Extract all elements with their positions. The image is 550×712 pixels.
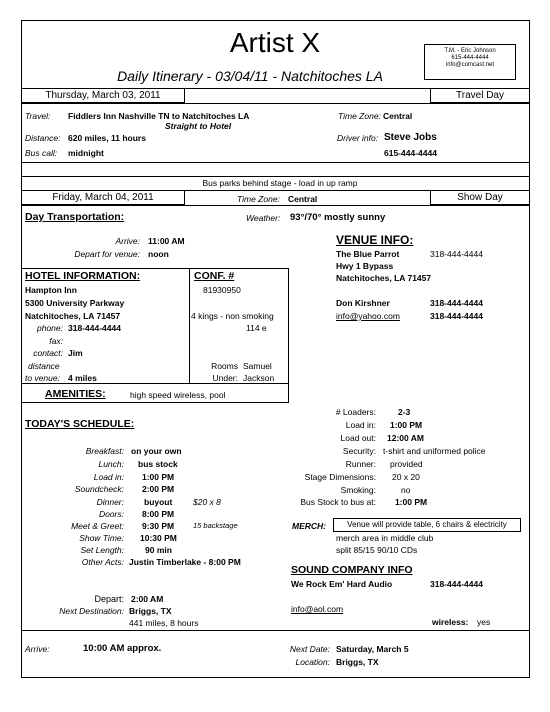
setlength-label: Set Length: [80,545,124,555]
itinerary-subtitle: Daily Itinerary - 03/04/11 - Natchitoches LA [117,68,383,84]
sched-loadin-value: 1:00 PM [142,472,175,482]
loadout-label: Load out: [340,433,376,443]
amenities-label: AMENITIES: [45,388,106,400]
lunch-value: bus stock [138,459,178,469]
buscall-label: Bus call: [25,148,58,158]
dinner-value: buyout [144,497,173,507]
depart-value: 2:00 AM [131,594,164,604]
hotel-fax-label: fax: [49,336,63,346]
hotel-distance: 4 miles [68,373,97,383]
nextdate-value: Saturday, March 5 [336,644,409,654]
smoking-value: no [401,485,411,495]
lunch-label: Lunch: [98,459,124,469]
day-transport-title: Day Transportation: [25,211,125,223]
breakfast-value: on your own [131,446,182,456]
weather-label: Weather: [246,213,281,223]
meet-value: 9:30 PM [142,521,175,531]
arrive-label: Arrive: [115,236,140,246]
travel-label: Travel: [25,111,51,121]
under-name: Jackson [243,373,275,383]
tm-email: info@comcast.net [445,62,495,68]
smoking-label: Smoking: [340,485,376,495]
depart-label: Depart: [94,594,124,604]
show-timezone-label: Time Zone: [237,194,280,204]
driver-phone: 615-444-4444 [384,148,437,158]
loaders-label: # Loaders: [335,407,376,417]
tm-name: T.M. - Eric Johnson [444,48,496,54]
showtime-value: 10:30 PM [140,533,177,543]
hotel-city: Natchitoches, LA 71457 [25,311,121,321]
nextdest-value: Briggs, TX [129,606,172,616]
nextdate-label: Next Date: [289,644,330,654]
weather-value: 93°/70° mostly sunny [290,212,386,223]
show-date: Friday, March 04, 2011 [52,192,154,203]
runner-label: Runner: [345,459,376,469]
merch-line-1: Venue will provide table, 6 chairs & electricity [347,520,507,529]
sound-email[interactable]: info@aol.com [291,604,344,614]
merch-box [333,518,521,532]
show-day-box [430,190,530,205]
venue-email[interactable]: info@yahoo.com [336,311,400,321]
hotel-distance-label-1: distance [28,361,60,371]
hotel-phone: 318-444-4444 [68,323,121,333]
show-timezone-value: Central [288,194,318,204]
dinner-note: $20 x 8 [193,497,221,507]
conf-number: 81930950 [203,285,241,295]
schedule-title: TODAY'S SCHEDULE: [25,418,135,430]
footer-arrive-value: 10:00 AM approx. [83,643,162,654]
soundcheck-label: Soundcheck: [74,484,124,494]
show-day-label: Show Day [457,192,503,203]
hotel-contact-label: contact: [33,348,63,358]
doors-value: 8:00 PM [142,509,175,519]
security-label: Security: [342,446,376,456]
travel-date: Thursday, March 03, 2011 [45,90,161,101]
merch-label: MERCH: [292,521,326,531]
venue-title: VENUE INFO: [336,233,414,247]
busstock-label: Bus Stock to bus at: [300,497,376,507]
footer-arrive-label: Arrive: [25,644,50,654]
sound-phone: 318-444-4444 [430,579,483,589]
breakfast-label: Breakfast: [85,446,124,456]
showtime-label: Show Time: [79,533,124,543]
travel-day-label: Travel Day [456,90,504,101]
otheracts-label: Other Acts: [81,557,124,567]
rooms-label: Rooms [211,361,238,371]
venue-address: Hwy 1 Bypass [336,261,394,271]
merch-line-3: split 85/15 90/10 CDs [336,545,418,555]
hotel-title: HOTEL INFORMATION: [25,270,141,282]
venue-contact-phone: 318-444-4444 [430,298,483,308]
depart-venue-label: Depart for venue: [74,249,140,259]
driver-name: Steve Jobs [384,132,437,143]
sound-name: We Rock Em' Hard Audio [291,579,393,589]
wireless-value: yes [477,617,491,627]
stage-label: Stage Dimensions: [304,472,376,482]
travel-day-box [430,88,530,103]
hotel-contact: Jim [68,348,83,358]
hotel-distance-label-2: to venue: [25,373,60,383]
rooms-name: Samuel [243,361,272,371]
travel-note: Straight to Hotel [165,121,232,131]
location-value: Briggs, TX [336,657,379,667]
busstock-value: 1:00 PM [395,497,428,507]
room-number: 114 e [246,323,267,333]
soundcheck-value: 2:00 PM [142,484,175,494]
distance-value: 620 miles, 11 hours [68,133,146,143]
tour-manager-box [424,44,516,80]
nextdest-label: Next Destination: [59,606,124,616]
setlength-value: 90 min [145,545,172,555]
venue-contact: Don Kirshner [336,298,390,308]
artist-title: Artist X [229,27,321,58]
under-label: Under: [212,373,238,383]
wireless-label: wireless: [432,617,469,627]
hotel-phone-label: phone: [37,323,63,333]
driver-label: Driver info: [337,133,379,143]
sound-title: SOUND COMPANY INFO [291,564,413,576]
doors-label: Doors: [98,509,124,519]
venue-city: Natchitoches, LA 71457 [336,273,432,283]
tm-phone: 615-444-4444 [451,55,489,61]
venue-contact-phone-2: 318-444-4444 [430,311,483,321]
otheracts-value: Justin Timberlake - 8:00 PM [129,557,241,567]
meet-note: 15 backstage [193,521,238,530]
conf-title: CONF. # [194,270,235,282]
travel-timezone-label: Time Zone: [338,111,381,121]
hotel-address: 5300 University Parkway [25,298,125,308]
loadin-label: Load in: [345,420,376,430]
hotel-name: Hampton Inn [25,285,77,295]
room-type: 4 kings - non smoking [191,311,274,321]
venue-name: The Blue Parrot [336,249,400,259]
travel-timezone-value: Central [383,111,413,121]
location-label: Location: [295,657,330,667]
stage-value: 20 x 20 [392,472,420,482]
venue-phone: 318-444-4444 [430,249,483,259]
security-value: t-shirt and uniformed police [383,446,486,456]
meet-label: Meet & Greet: [71,521,124,531]
buscall-value: midnight [68,148,104,158]
travel-date-box [21,88,185,103]
runner-value: provided [390,459,423,469]
arrive-value: 11:00 AM [148,236,185,246]
show-date-box [21,190,185,205]
amenities-value: high speed wireless, pool [130,390,226,400]
dinner-label: Dinner: [96,497,124,507]
merch-line-2: merch area in middle club [336,533,434,543]
depart-venue-value: noon [148,249,169,259]
nextdest-distance: 441 miles, 8 hours [129,618,199,628]
bus-note: Bus parks behind stage - load in up ramp [202,178,358,188]
loadin-value: 1:00 PM [390,420,423,430]
sched-loadin-label: Load in: [93,472,124,482]
loaders-value: 2-3 [398,407,411,417]
travel-value: Fiddlers Inn Nashville TN to Natchitoches LA [68,111,250,121]
distance-label: Distance: [25,133,61,143]
loadout-value: 12:00 AM [387,433,425,443]
